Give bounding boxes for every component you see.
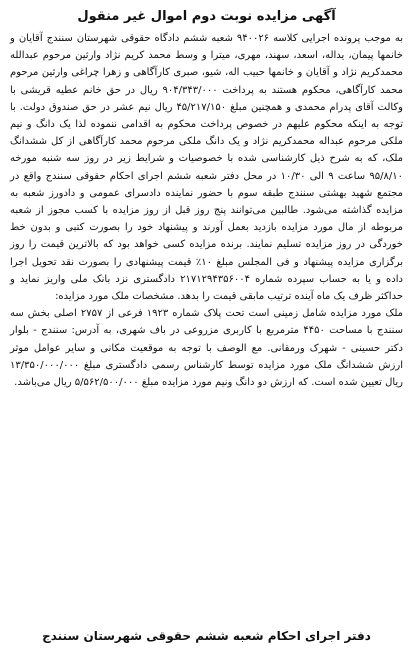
notice-signature: دفتر اجرای احکام شعبه ششم حقوقی شهرستان سنندج (42, 629, 371, 643)
notice-title: آگهی مزایده نوبت دوم اموال غیر منقول (77, 9, 336, 24)
notice-body-paragraph-1: به موجب پرونده اجرایی کلاسه ۹۴۰۰۲۶ شعبه ششم دادگاه حقوقی شهرستان سنندج آقایان و خانمها پیمان، یداله، اسعد، سهند، مهری، میترا و وسط محمد کریم نژاد وارثین مرحوم عبدالله محمدکریم نژاد و آقایان و خانمها حبیب اله، شیو، صبری کارآگاهی و زهرا چراغی وارثین مرحوم محمد کارآگاهی، محکوم هستند به پرداخت ۹۰۴/۳۴۳/۰۰۰ ریال در حق خانم عطیه قریشی با وکالت آقای پدرام محمدی و همچنین مبلغ ۴۵/۲۱۷/۱۵۰ ریال نیم عشر در حق صندوق دولت. با توجه به اینکه محکوم علیهم در خصوص پرداخت محکوم به اقدامی ننموده لذا یک دانگ و نیم ملکی مرحوم عبداله محمدکریم نژاد و یک دانگ ملکی مرحوم محمد کارآگاهی از کل ششدانگ ملک، که به شرح ذیل کارشناسی شده با خصوصیات و شرایط زیر در روز سه شنبه مورخه ۹۵/۸/۱۰ ساعت ۹ الی ۱۰/۳۰ در محل دفتر شعبه ششم اجرای احکام حقوقی سنندج واقع در مجتمع شهید بهشتی سنندج طبقه سوم با حضور نماینده دادسرای عمومی و دادورز شعبه به مزایده گذاشته می‌شود. طالبین می‌توانند پنج روز قبل از روز مزایده با کسب مجوز از شعبه مربوطه از مال مورد مزایده بازدید بعمل آورند و پیشنهاد خود را بصورت کتبی و بدون خط خوردگی در روز مزایده تسلیم نمایند. برنده مزایده کسی خواهد بود که بالاترین قیمت را روز برگزاری مزایده پیشنهاد و فی المجلس مبلغ ۱۰٪ قیمت پیشنهادی را بصورت نقد تحویل اجرا داده و یا به حساب سپرده شماره ۲۱۷۱۲۹۴۳۵۶۰۰۴ دادگستری نزد بانک ملی واریز نماید و حداکثر ظرف یک ماه آینده ترتیب مابقی قیمت را بدهد. مشخصات ملک مورد مزایده: (10, 33, 404, 303)
notice-body-paragraph-2: ملک مورد مزایده شامل زمینی است تحت پلاک شماره ۱۹۲۳ فرعی از ۲۷۵۷ اصلی بخش سه سنندج با مساحت ۴۴۵۰ مترمربع با کاربری مزروعی در باف شهری، به آدرس: سنندج - بلوار دکتر حسینی - شهرک ورمقانی. مع الوصف با توجه به موقعیت مکانی و سایر عوامل موثر ارزش ششدانگ ملک مورد مزایده توسط کارشناس رسمی دادگستری مبلغ ۱۳/۳۵۰/۰۰۰/۰۰۰ ریال تعیین شده است. که ارزش دو دانگ ونیم مورد مزایده مبلغ ۵/۵۶۲/۵۰۰/۰۰۰ ریال می‌باشد. (10, 308, 404, 389)
